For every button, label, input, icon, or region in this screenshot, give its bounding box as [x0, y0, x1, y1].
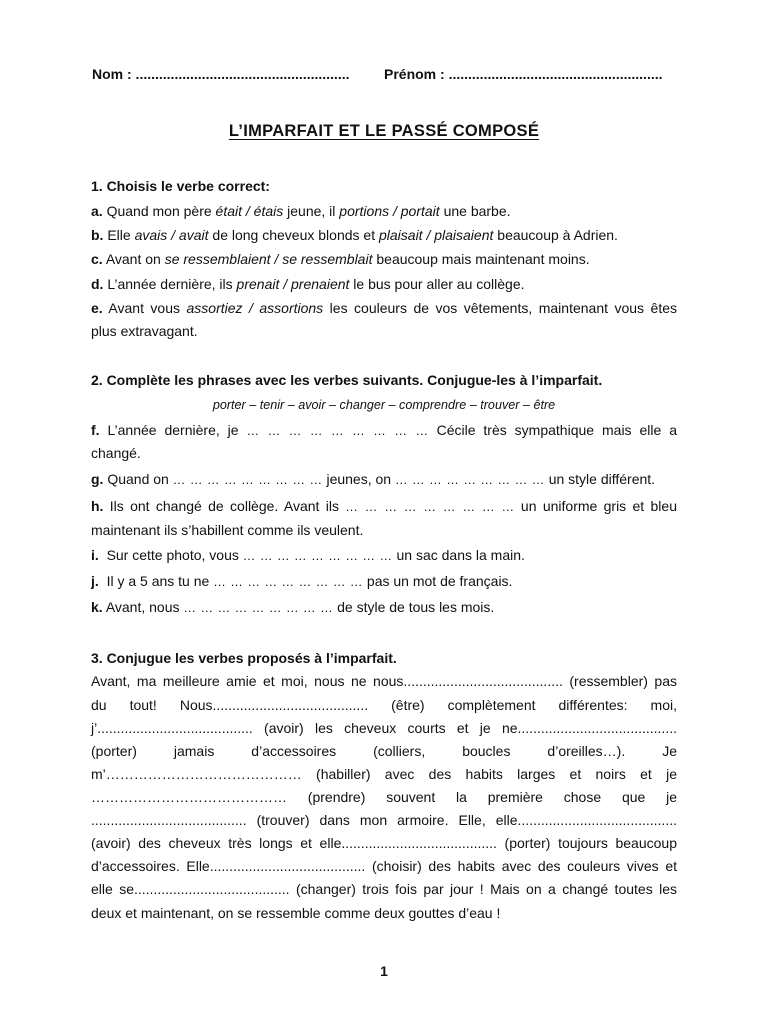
paragraph-line-9[interactable]: d’accessoires. Elle........................................ (choisir) des habits avec des couleurs vives et: [91, 858, 677, 874]
blank[interactable]: … … … … … … … … …: [172, 473, 323, 487]
paragraph-line-1[interactable]: Avant, ma meilleure amie et moi, nous ne nous......................................... (ressembler) pas: [91, 673, 677, 689]
blank[interactable]: … … … … … … … … …: [246, 424, 429, 438]
item-f: f. L’année dernière, je … … … … … … … … … Cécile très sympathique mais elle a: [91, 422, 677, 438]
item-d: d. L’année dernière, ils prenait / prenaient le bus pour aller au collège.: [91, 276, 525, 292]
exercise-3-heading: 3. Conjugue les verbes proposés à l’imparfait.: [91, 650, 397, 666]
item-c: c. Avant on se ressemblaient / se ressemblait beaucoup mais maintenant moins.: [91, 251, 590, 267]
item-f-continued: changé.: [91, 445, 141, 461]
nom-field[interactable]: Nom : .......................................................: [92, 66, 350, 82]
blank[interactable]: … … … … … … … … …: [394, 473, 545, 487]
prenom-field[interactable]: Prénom : .......................................................: [384, 66, 663, 82]
item-i: i. Sur cette photo, vous … … … … … … … … … un sac dans la main.: [91, 547, 525, 563]
student-header: [92, 66, 692, 82]
item-h: h. Ils ont changé de collège. Avant ils … … … … … … … … … un uniforme gris et bleu: [91, 498, 677, 514]
paragraph-line-10[interactable]: elle se........................................ (changer) trois fois par jour ! Mais on a changé toutes les: [91, 881, 677, 897]
paragraph-line-3[interactable]: j’........................................ (avoir) les cheveux courts et je ne.........................................: [91, 720, 677, 736]
item-k: k. Avant, nous … … … … … … … … … de style de tous les mois.: [91, 599, 495, 615]
exercise-1-heading: 1. Choisis le verbe correct:: [91, 178, 270, 194]
item-e-continued: plus extravagant.: [91, 323, 198, 339]
item-g: g. Quand on … … … … … … … … … jeunes, on … … … … … … … … … un style différent.: [91, 471, 656, 487]
item-h-continued: maintenant ils s’habillent comme ils veulent.: [91, 522, 364, 538]
paragraph-line-5[interactable]: m’…………………………………… (habiller) avec des habits larges et noirs et je: [91, 766, 677, 782]
blank[interactable]: … … … … … … … … …: [242, 549, 393, 563]
exercise-2-heading: 2. Complète les phrases avec les verbes suivants. Conjugue-les à l’imparfait.: [91, 372, 603, 388]
paragraph-line-4: (porter) jamais d’accessoires (colliers, boucles d’oreilles…). Je: [91, 743, 677, 759]
paragraph-line-2[interactable]: du tout! Nous........................................ (être) complètement différentes: moi,: [91, 697, 677, 713]
page-number: 1: [380, 963, 388, 979]
item-e: e. Avant vous assortiez / assortions les couleurs de vos vêtements, maintenant vous êtes: [91, 300, 677, 316]
verb-list: porter – tenir – avoir – changer – comprendre – trouver – être: [212, 398, 556, 412]
blank[interactable]: … … … … … … … … …: [345, 500, 515, 514]
paragraph-line-11: deux et maintenant, on se ressemble comme deux gouttes d’eau !: [91, 905, 501, 921]
page-title: L’IMPARFAIT ET LE PASSÉ COMPOSÉ: [228, 122, 540, 140]
paragraph-line-7[interactable]: ........................................ (trouver) dans mon armoire. Elle, elle.........................................: [91, 812, 677, 828]
paragraph-line-8[interactable]: (avoir) des cheveux très longs et elle........................................ (porter) toujours beaucoup: [91, 835, 677, 851]
paragraph-line-6[interactable]: …………………………………… (prendre) souvent la première chose que je: [91, 789, 677, 805]
item-a: a. Quand mon père était / étais jeune, il portions / portait une barbe.: [91, 203, 511, 219]
blank[interactable]: … … … … … … … … …: [183, 601, 334, 615]
item-j: j. Il y a 5 ans tu ne … … … … … … … … … pas un mot de français.: [91, 573, 513, 589]
blank[interactable]: … … … … … … … … …: [213, 575, 364, 589]
item-b: b. Elle avais / avait de long cheveux blonds et plaisait / plaisaient beaucoup à Adrien.: [91, 227, 618, 243]
